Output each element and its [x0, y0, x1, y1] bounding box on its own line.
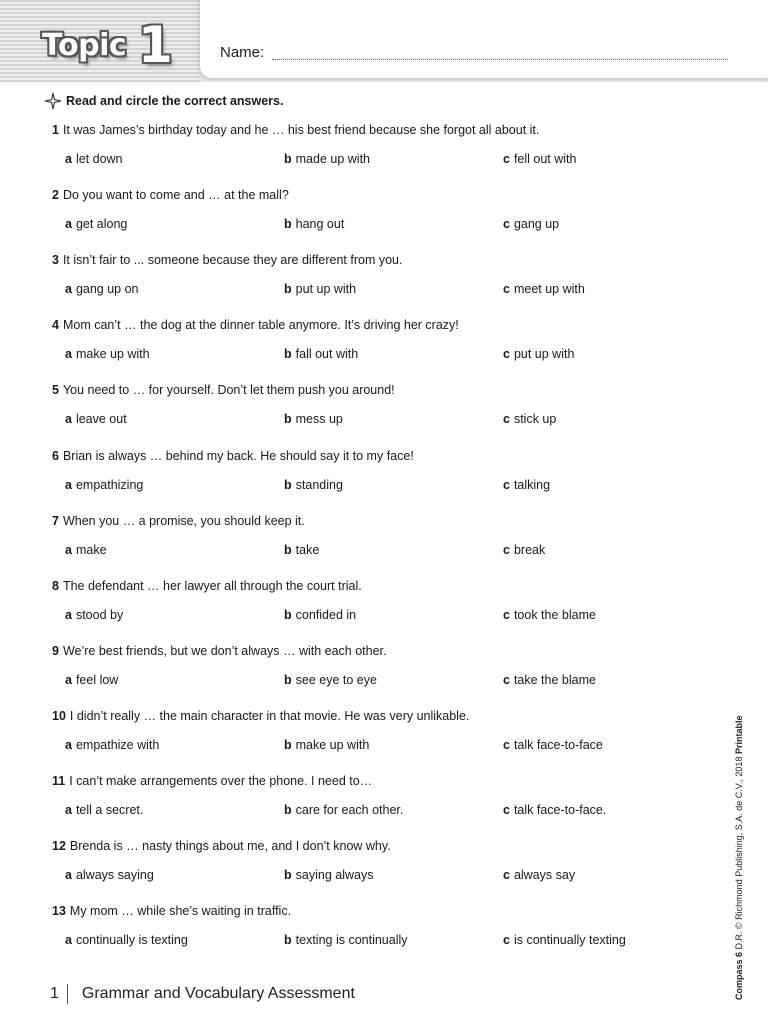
option-letter: a: [65, 217, 72, 232]
option-a[interactable]: [65, 543, 107, 557]
option-a[interactable]: [65, 803, 143, 817]
option-letter: c: [503, 217, 510, 232]
option-letter: c: [503, 737, 510, 752]
option-text: see eye to eye: [295, 672, 377, 687]
option-letter: b: [284, 152, 292, 166]
option-letter: a: [65, 737, 72, 752]
question-11: [52, 774, 372, 788]
question-13: [52, 904, 291, 918]
option-b[interactable]: [284, 217, 344, 231]
question-7: [52, 514, 305, 528]
option-letter: c: [503, 607, 510, 622]
option-letter: c: [503, 347, 510, 362]
option-letter: a: [65, 803, 72, 817]
option-letter: c: [503, 542, 510, 557]
option-text: care for each other.: [295, 803, 404, 817]
option-letter: b: [284, 412, 292, 427]
question-1: [52, 123, 539, 137]
question-text: Do you want to come and … at the mall?: [62, 188, 289, 203]
option-letter: a: [65, 282, 72, 297]
option-letter: c: [503, 152, 510, 166]
question-text: Brian is always … behind my back. He should say it to my face!: [62, 448, 414, 463]
option-c[interactable]: [503, 803, 606, 817]
option-letter: b: [284, 803, 292, 817]
option-letter: c: [503, 282, 510, 297]
instruction: [44, 92, 283, 110]
option-text: talk face-to-face.: [513, 803, 607, 817]
instruction-text: Read and circle the correct answers.: [66, 94, 284, 108]
option-text: took the blame: [513, 607, 596, 622]
option-text: hang out: [295, 217, 345, 232]
option-b[interactable]: [284, 673, 377, 687]
question-text: It isn’t fair to ... someone because they are different from you.: [62, 253, 403, 268]
option-b[interactable]: [284, 412, 343, 426]
sparkle-icon: [44, 92, 62, 110]
option-text: stood by: [75, 607, 124, 622]
option-letter: a: [65, 672, 72, 687]
side-brand: Compass 6: [734, 951, 744, 1000]
option-text: saying always: [295, 868, 374, 883]
option-text: tell a secret.: [75, 803, 144, 817]
option-text: talking: [513, 477, 551, 492]
option-a[interactable]: [65, 673, 118, 687]
question-text: Brenda is … nasty things about me, and I don’t know why.: [69, 839, 391, 854]
option-b[interactable]: [284, 543, 319, 557]
option-text: texting is continually: [295, 933, 408, 948]
option-letter: b: [284, 868, 292, 883]
option-letter: b: [284, 477, 292, 492]
option-letter: a: [65, 607, 72, 622]
option-letter: c: [503, 672, 510, 687]
question-4: [52, 318, 459, 332]
option-b[interactable]: [284, 868, 373, 882]
question-number: 5: [52, 383, 59, 398]
option-letter: b: [284, 737, 292, 752]
question-3: [52, 253, 402, 267]
question-8: [52, 579, 362, 593]
question-10: [52, 709, 469, 723]
option-c[interactable]: [503, 543, 545, 557]
question-text: The defendant … her lawyer all through the court trial.: [62, 578, 362, 593]
option-text: gang up on: [75, 282, 139, 297]
option-text: mess up: [295, 412, 343, 427]
question-number: 8: [52, 578, 59, 593]
option-c[interactable]: [503, 282, 585, 296]
option-b[interactable]: [284, 478, 343, 492]
option-a[interactable]: [65, 933, 188, 947]
option-letter: b: [284, 347, 292, 362]
option-text: continually is texting: [75, 933, 188, 948]
option-text: fall out with: [295, 347, 359, 362]
option-a[interactable]: [65, 152, 123, 166]
option-letter: a: [65, 152, 72, 166]
option-letter: a: [65, 542, 72, 557]
option-text: put up with: [513, 347, 575, 362]
option-b[interactable]: [284, 347, 358, 361]
option-letter: b: [284, 672, 292, 687]
option-a[interactable]: [65, 868, 154, 882]
option-text: take the blame: [513, 672, 596, 687]
option-c[interactable]: [503, 673, 596, 687]
option-letter: a: [65, 412, 72, 427]
option-b[interactable]: [284, 738, 369, 752]
name-label: Name:: [220, 44, 265, 61]
question-text: We’re best friends, but we don’t always … with each other.: [62, 643, 387, 658]
option-text: make up with: [295, 737, 370, 752]
question-number: 7: [52, 513, 59, 528]
option-letter: a: [65, 347, 72, 362]
option-letter: c: [503, 803, 510, 817]
option-text: always say: [513, 868, 576, 883]
question-9: [52, 644, 387, 658]
option-text: is continually texting: [513, 933, 626, 948]
option-text: feel low: [75, 672, 119, 687]
option-text: break: [513, 542, 546, 557]
question-number: 1: [52, 123, 59, 137]
question-number: 6: [52, 448, 59, 463]
question-number: 4: [52, 318, 59, 333]
option-letter: c: [503, 933, 510, 948]
question-number: 3: [52, 253, 59, 268]
question-text: I can’t make arrangements over the phone. I need to…: [69, 774, 373, 788]
option-text: make: [75, 542, 107, 557]
option-a[interactable]: [65, 412, 127, 426]
option-letter: b: [284, 933, 292, 948]
option-c[interactable]: [503, 478, 550, 492]
option-b[interactable]: [284, 803, 403, 817]
option-c[interactable]: [503, 933, 626, 947]
question-text: I didn’t really … the main character in that movie. He was very unlikable.: [69, 708, 470, 723]
option-c[interactable]: [503, 217, 559, 231]
option-a[interactable]: [65, 282, 139, 296]
question-number: 12: [52, 839, 66, 854]
question-text: You need to … for yourself. Don’t let them push you around!: [62, 383, 395, 398]
side-copyright: [734, 716, 744, 1000]
option-text: leave out: [75, 412, 127, 427]
option-a[interactable]: [65, 738, 159, 752]
topic-label: Topic: [42, 28, 127, 63]
footer-divider: [67, 984, 68, 1004]
option-text: make up with: [75, 347, 150, 362]
question-text: When you … a promise, you should keep it.: [62, 513, 305, 528]
question-number: 13: [52, 904, 66, 919]
question-number: 9: [52, 643, 59, 658]
option-a[interactable]: [65, 217, 127, 231]
option-letter: c: [503, 477, 510, 492]
option-text: let down: [75, 152, 123, 166]
question-number: 2: [52, 188, 59, 203]
option-c[interactable]: [503, 152, 576, 166]
option-text: meet up with: [513, 282, 585, 297]
option-text: talk face-to-face: [513, 737, 603, 752]
option-text: put up with: [295, 282, 357, 297]
option-letter: b: [284, 607, 292, 622]
option-text: made up with: [295, 152, 370, 166]
option-b[interactable]: [284, 282, 356, 296]
option-letter: a: [65, 933, 72, 948]
footer: [50, 984, 355, 1004]
option-letter: c: [503, 868, 510, 883]
option-text: gang up: [513, 217, 560, 232]
name-panel: [200, 0, 768, 78]
question-6: [52, 449, 414, 463]
question-5: [52, 383, 395, 397]
option-b[interactable]: [284, 152, 370, 166]
option-text: stick up: [513, 412, 557, 427]
option-text: always saying: [75, 868, 154, 883]
side-copyright-text: D.R. © Richmond Publishing, S.A. de C.V., 2018: [734, 756, 744, 950]
side-printable: Printable: [734, 715, 744, 755]
option-c[interactable]: [503, 738, 603, 752]
question-number: 10: [52, 708, 66, 723]
page-number: 1: [50, 985, 59, 1002]
option-letter: a: [65, 868, 72, 883]
option-c[interactable]: [503, 608, 596, 622]
option-c[interactable]: [503, 347, 574, 361]
name-field-line[interactable]: [272, 59, 728, 60]
option-text: take: [295, 542, 320, 557]
option-letter: c: [503, 412, 510, 427]
option-letter: a: [65, 477, 72, 492]
option-letter: b: [284, 542, 292, 557]
footer-title: Grammar and Vocabulary Assessment: [81, 985, 355, 1002]
option-text: fell out with: [513, 152, 577, 166]
option-text: empathize with: [75, 737, 160, 752]
option-text: empathizing: [75, 477, 144, 492]
question-number: 11: [52, 774, 66, 788]
option-c[interactable]: [503, 868, 575, 882]
topic-number: 1: [138, 16, 173, 74]
question-12: [52, 839, 391, 853]
option-a[interactable]: [65, 478, 143, 492]
option-letter: b: [284, 282, 292, 297]
question-text: Mom can’t … the dog at the dinner table anymore. It’s driving her crazy!: [62, 318, 459, 333]
question-2: [52, 188, 289, 202]
option-letter: b: [284, 217, 292, 232]
option-text: confided in: [295, 607, 357, 622]
option-c[interactable]: [503, 412, 556, 426]
option-a[interactable]: [65, 347, 150, 361]
option-text: standing: [295, 477, 343, 492]
option-b[interactable]: [284, 608, 356, 622]
question-text: It was James’s birthday today and he … his best friend because she forgot all about it.: [62, 123, 540, 137]
question-text: My mom … while she’s waiting in traffic.: [69, 904, 292, 919]
option-text: get along: [75, 217, 128, 232]
option-a[interactable]: [65, 608, 123, 622]
option-b[interactable]: [284, 933, 408, 947]
